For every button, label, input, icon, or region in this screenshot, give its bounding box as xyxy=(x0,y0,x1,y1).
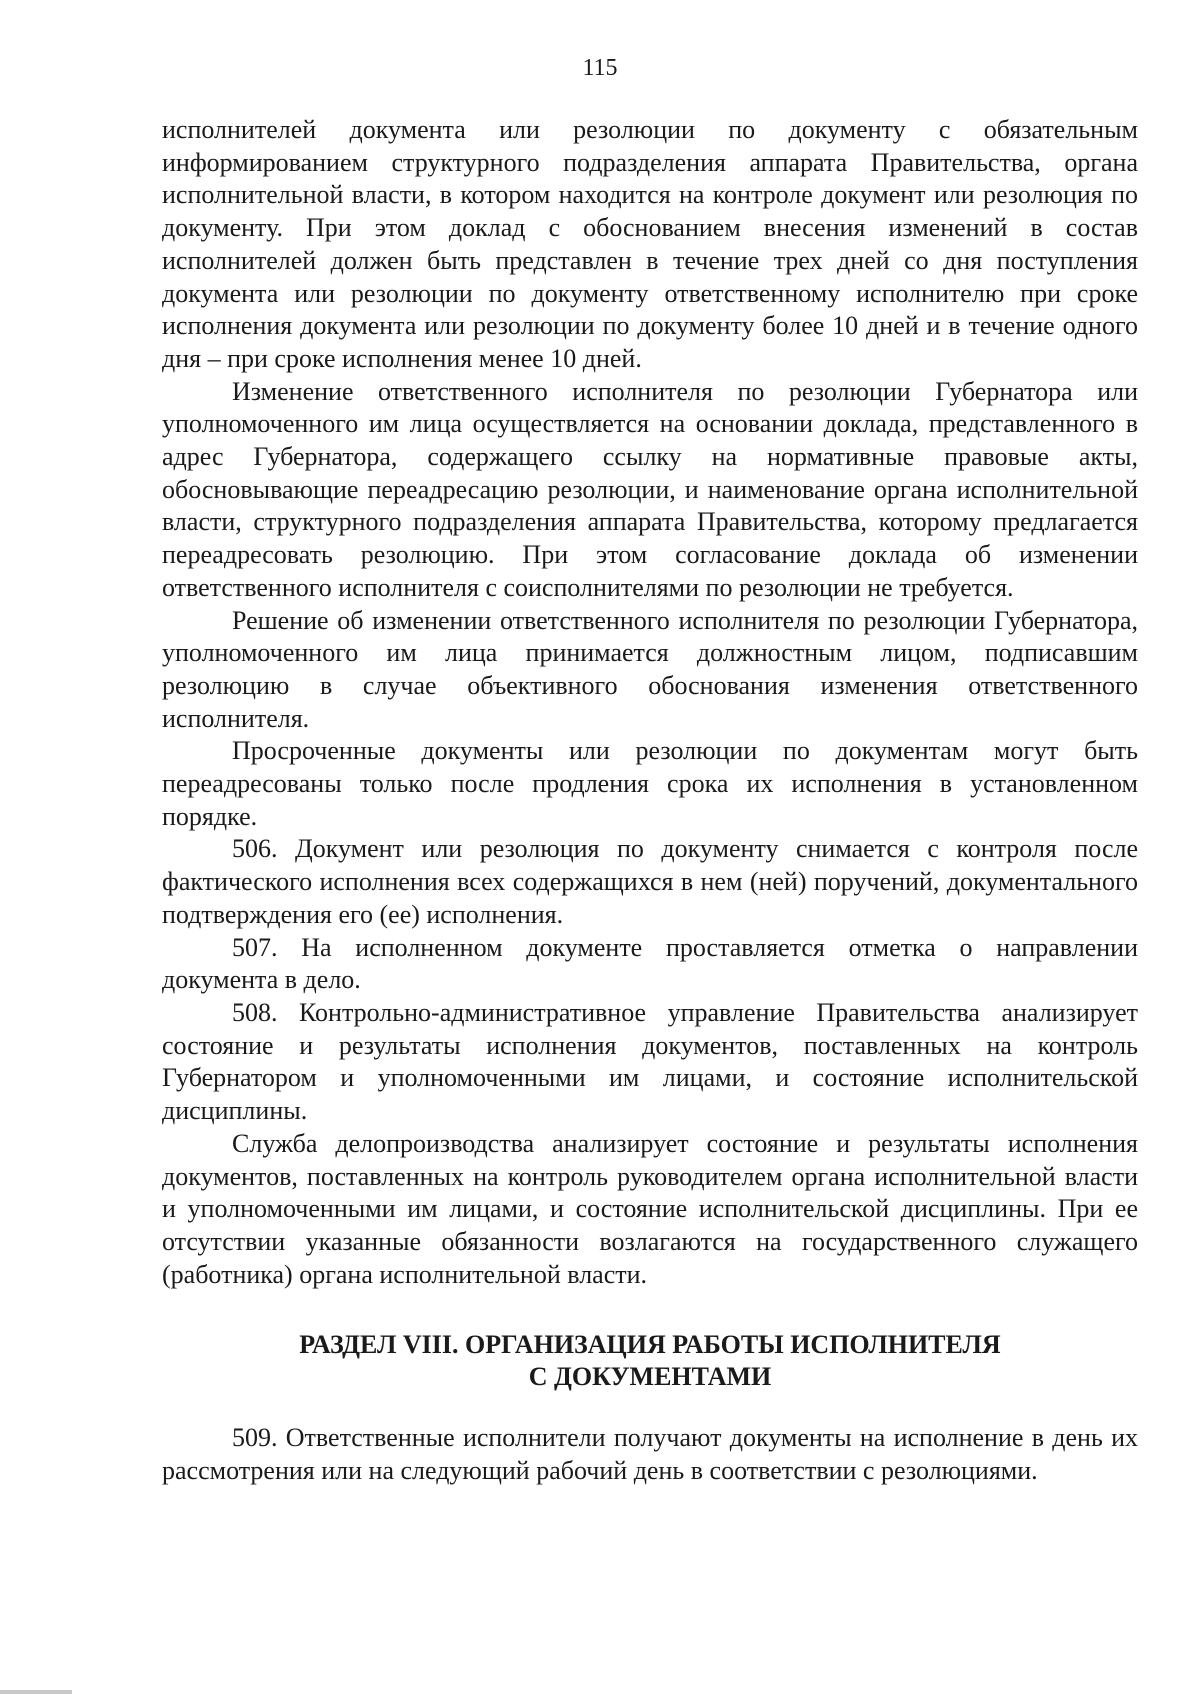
paragraph-item-509: 509. Ответственные исполнители получают документы на исполнение в день их рассмотрения или на следующий рабочий день в соответствии с резолюциями. xyxy=(162,1423,1138,1486)
section-heading-line: РАЗДЕЛ VIII. ОРГАНИЗАЦИЯ РАБОТЫ ИСПОЛНИТЕЛЯ xyxy=(299,1330,1001,1360)
paragraph-item-508: 508. Контрольно-административное управление Правительства анализирует состояние и результаты исполнения документов, поставленных на контроль Губернатором и уполномоченными им лицами, и состояние исполнительской дисциплины. xyxy=(162,997,1138,1126)
section-heading xyxy=(162,1329,1138,1393)
scan-edge-mark xyxy=(0,1690,72,1694)
page-number: 115 xyxy=(582,55,618,81)
section-heading-line: С ДОКУМЕНТАМИ xyxy=(528,1362,772,1392)
paragraph-item-506: 506. Документ или резолюция по документу снимается с контроля после фактического исполнения всех содержащихся в нем (ней) поручений, документального подтверждения его (ее) исполнения. xyxy=(162,834,1138,929)
paragraph: Служба делопроизводства анализирует состояние и результаты исполнения документов, поставленных на контроль руководителем органа исполнительной власти и уполномоченными им лицами, и состояние исполнительской дисциплины. При ее отсутствии указанные обязанности возлагаются на государственного служащего (работника) органа исполнительной власти. xyxy=(162,1128,1138,1289)
paragraph-item-507: 507. На исполненном документе проставляется отметка о направлении документа в дело. xyxy=(162,932,1138,995)
document-body xyxy=(162,114,1138,1488)
paragraph: исполнителей документа или резолюции по документу с обязательным информированием структурного подразделения аппарата Правительства, органа исполнительной власти, в котором находится на контроле документ или резолюция по документу. При этом доклад с обоснованием внесения изменений в состав исполнителей должен быть представлен в течение трех дней со дня поступления документа или резолюции по документу ответственному исполнителю при сроке исполнения документа или резолюции по документу более 10 дней и в течение одного дня – при сроке исполнения менее 10 дней. xyxy=(162,115,1138,373)
paragraph: Решение об изменении ответственного исполнителя по резолюции Губернатора, уполномоченного им лица принимается должностным лицом, подписавшим резолюцию в случае объективного обоснования изменения ответственного исполнителя. xyxy=(162,605,1138,733)
paragraph: Изменение ответственного исполнителя по резолюции Губернатора или уполномоченного им лица осуществляется на основании доклада, представленного в адрес Губернатора, содержащего ссылку на нормативные правовые акты, обосновывающие переадресацию резолюции, и наименование органа исполнительной власти, структурного подразделения аппарата Правительства, которому предлагается переадресовать резолюцию. При этом согласование доклада об изменении ответственного исполнителя с соисполнителями по резолюции не требуется. xyxy=(162,376,1138,602)
paragraph: Просроченные документы или резолюции по документам могут быть переадресованы только после продления срока их исполнения в установленном порядке. xyxy=(162,736,1138,831)
